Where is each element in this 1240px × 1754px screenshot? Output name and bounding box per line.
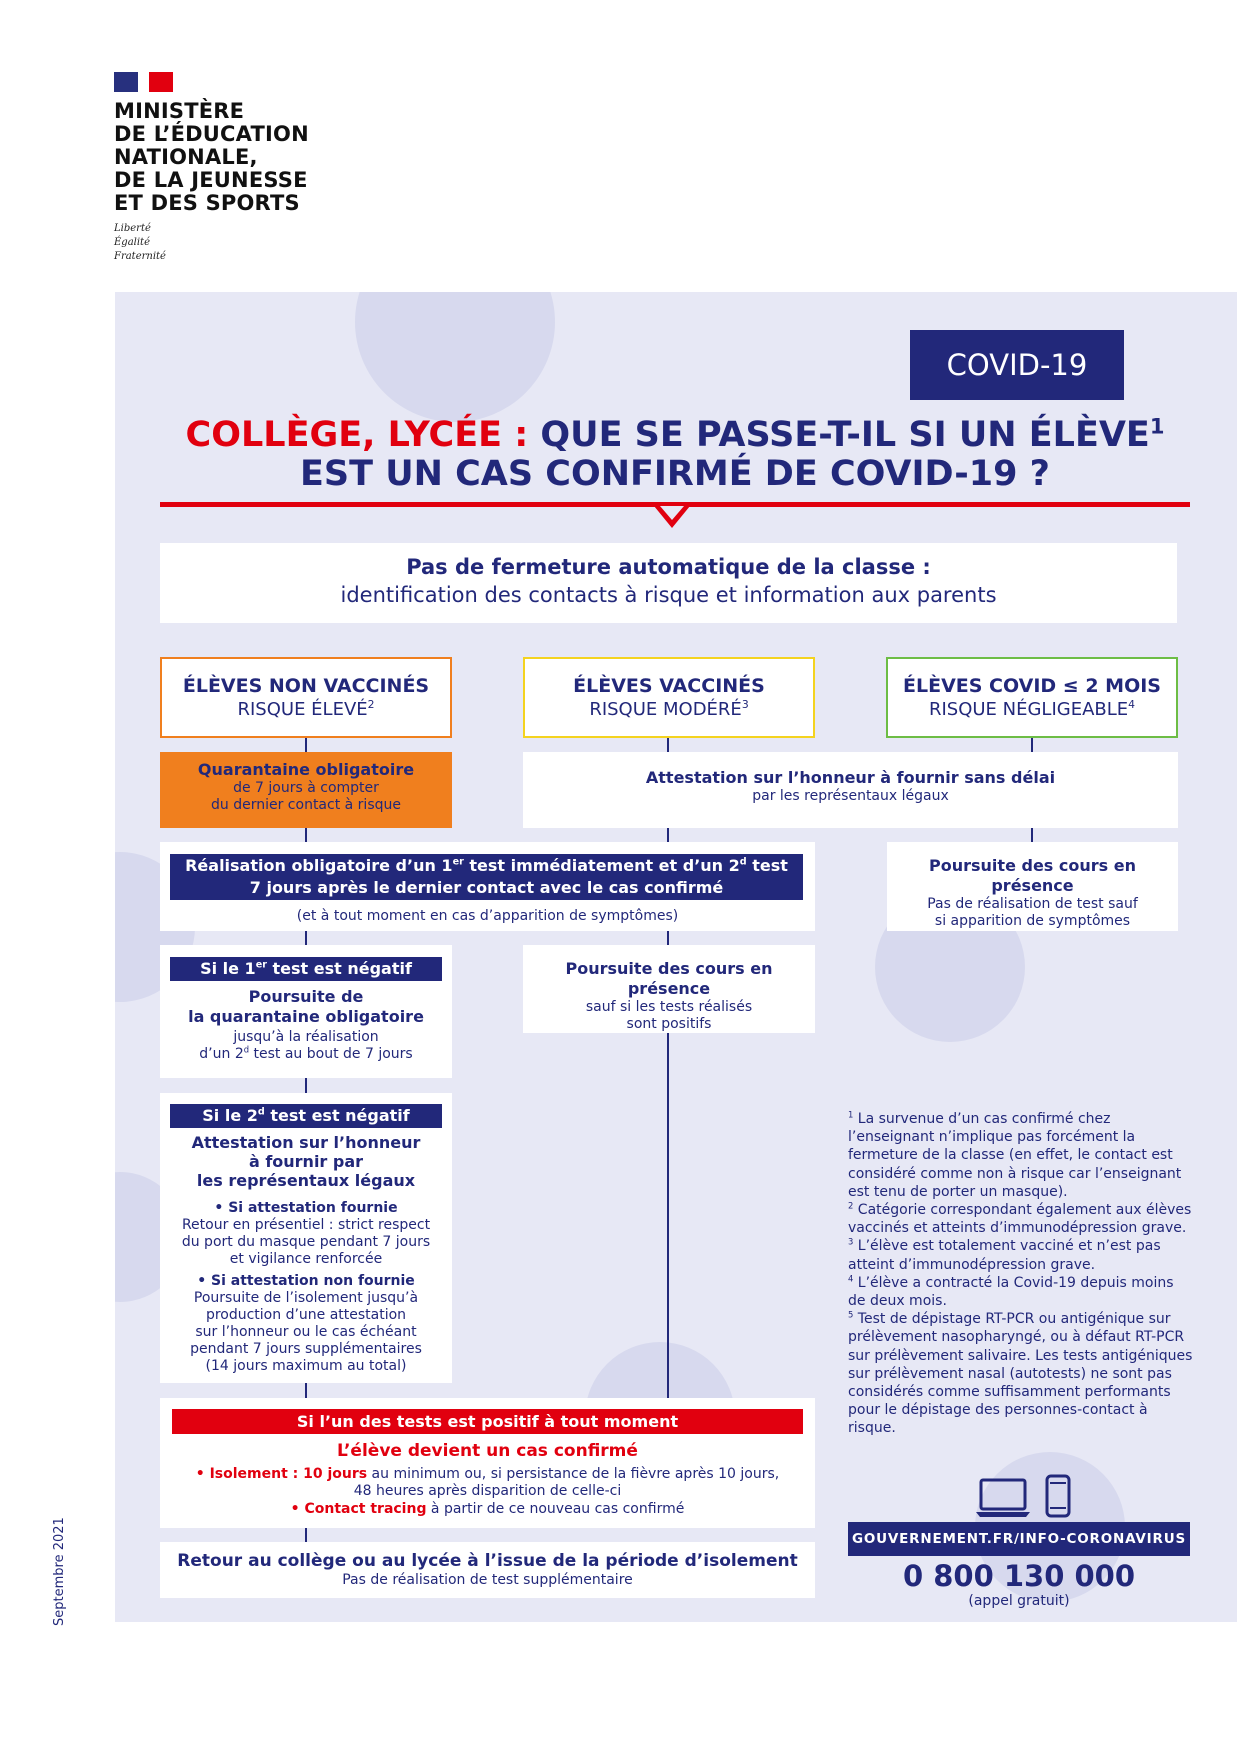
first-negative-box: Si le 1er test est négatif Poursuite de la quarantaine obligatoire jusqu’à la réalisation d’un 2$^d$ test au bout de 7 jours	[160, 945, 452, 1078]
connector-line	[305, 828, 307, 842]
ministry-name: MINISTÈRE DE L’ÉDUCATION NATIONALE, DE LA JEUNESSE ET DES SPORTS	[114, 99, 309, 215]
covid-badge: COVID-19	[910, 330, 1124, 400]
connector-line	[667, 738, 669, 752]
footnote: $^5$ Test de dépistage RT-PCR ou antigénique sur prélèvement nasopharyngé, ou à défaut RT-PCR sur prélèvement salivaire. Les tests antigéniques sur prélèvement nasal (autotests) ne sont pas considérés comme suffisamment performants pour le dépistage des personnes-contact à risque.	[848, 1309, 1193, 1437]
connector-line	[667, 1033, 669, 1398]
intro-box: Pas de fermeture automatique de la classe : identification des contacts à risque et information aux parents	[160, 543, 1177, 623]
marianne-flag-icon	[114, 72, 173, 92]
footnote: $^1$ La survenue d’un cas confirmé chez l’enseignant n’implique pas forcément la fermeture de la classe (en effet, le contact est considéré comme non à risque car l’enseignant est tenu de porter un masque).	[848, 1109, 1182, 1200]
connector-line	[305, 738, 307, 752]
connector-line	[305, 931, 307, 945]
positive-box: Si l’un des tests est positif à tout moment L’élève devient un cas confirmé • Isolement : 10 jours au minimum ou, si persistance de la fièvre après 10 jours, 48 heures après disparition de celle-ci • Contact tracing à partir de ce nouveau cas confirmé	[160, 1398, 815, 1528]
phone-note: (appel gratuit)	[968, 1593, 1070, 1609]
gov-url-link[interactable]: GOUVERNEMENT.FR/INFO-CORONAVIRUS	[848, 1522, 1190, 1556]
publication-date: Septembre 2021	[52, 1517, 67, 1626]
divider-arrow-inner	[660, 506, 684, 520]
laptop-icon	[975, 1478, 1031, 1518]
positive-band: Si l’un des tests est positif à tout moment	[172, 1409, 803, 1434]
tests-band: Réalisation obligatoire d’un 1er test immédiatement et d’un 2$^d$ test 7 jours après le dernier contact avec le cas confirmé	[170, 854, 803, 900]
connector-line	[667, 828, 669, 842]
connector-line	[305, 1383, 307, 1398]
smartphone-icon	[1045, 1474, 1071, 1518]
attestation-box: Attestation sur l’honneur à fournir sans délai par les représentaux légaux	[523, 752, 1178, 828]
connector-line	[1031, 828, 1033, 842]
footnote: $^2$ Catégorie correspondant également aux élèves vaccinés et atteints d’immunodépression grave.	[848, 1200, 1192, 1237]
retour-box: Retour au collège ou au lycée à l’issue de la période d’isolement Pas de réalisation de test supplémentaire	[160, 1542, 815, 1598]
republic-motto: Liberté Égalité Fraternité	[114, 223, 166, 262]
second-negative-box: Si le 2$^d$ test est négatif Attestation sur l’honneur à fournir par les représentaux légaux • Si attestation fournie Retour en présentiel : strict respect du port du masque pendant 7 jours et vigilance renforcée • Si attestation non fournie Poursuite de l’isolement jusqu’à production d’une attestation sur l’honneur ou le cas échéant pendant 7 jours supplémentaires (14 jours maximum au total)	[160, 1093, 452, 1383]
first-negative-band: Si le 1er test est négatif	[170, 957, 442, 981]
virus-decoration	[355, 292, 555, 422]
quarantine-box: Quarantaine obligatoire de 7 jours à compter du dernier contact à risque	[160, 752, 452, 828]
page-title: COLLÈGE, LYCÉE : QUE SE PASSE-T-IL SI UN ÉLÈVE$^1$ EST UN CAS CONFIRMÉ DE COVID-19 ?	[185, 414, 1165, 494]
tests-box: Réalisation obligatoire d’un 1er test immédiatement et d’un 2$^d$ test 7 jours après le dernier contact avec le cas confirmé (et à tout moment en cas d’apparition de symptômes)	[160, 842, 815, 931]
connector-line	[305, 1078, 307, 1093]
poursuite-vaccines-box: Poursuite des cours en présence sauf si les tests réalisés sont positifs	[523, 945, 815, 1033]
footnotes	[848, 1110, 1193, 1438]
footnote: $^4$ L’élève a contracté la Covid-19 depuis moins de deux mois.	[848, 1273, 1174, 1310]
phone-number[interactable]: 0 800 130 000	[902, 1559, 1136, 1593]
connector-line	[305, 1528, 307, 1542]
category-covid-2-mois: ÉLÈVES COVID ≤ 2 MOIS RISQUE NÉGLIGEABLE$^4$	[886, 657, 1178, 738]
category-non-vaccines: ÉLÈVES NON VACCINÉS RISQUE ÉLEVÉ$^2$	[160, 657, 452, 738]
poursuite-negligeable-box: Poursuite des cours en présence Pas de réalisation de test sauf si apparition de symptômes	[887, 842, 1178, 931]
footnote: $^3$ L’élève est totalement vacciné et n’est pas atteint d’immunodépression grave.	[848, 1236, 1161, 1273]
second-negative-band: Si le 2$^d$ test est négatif	[170, 1104, 442, 1128]
category-vaccines: ÉLÈVES VACCINÉS RISQUE MODÉRÉ$^3$	[523, 657, 815, 738]
connector-line	[1031, 738, 1033, 752]
connector-line	[667, 931, 669, 945]
